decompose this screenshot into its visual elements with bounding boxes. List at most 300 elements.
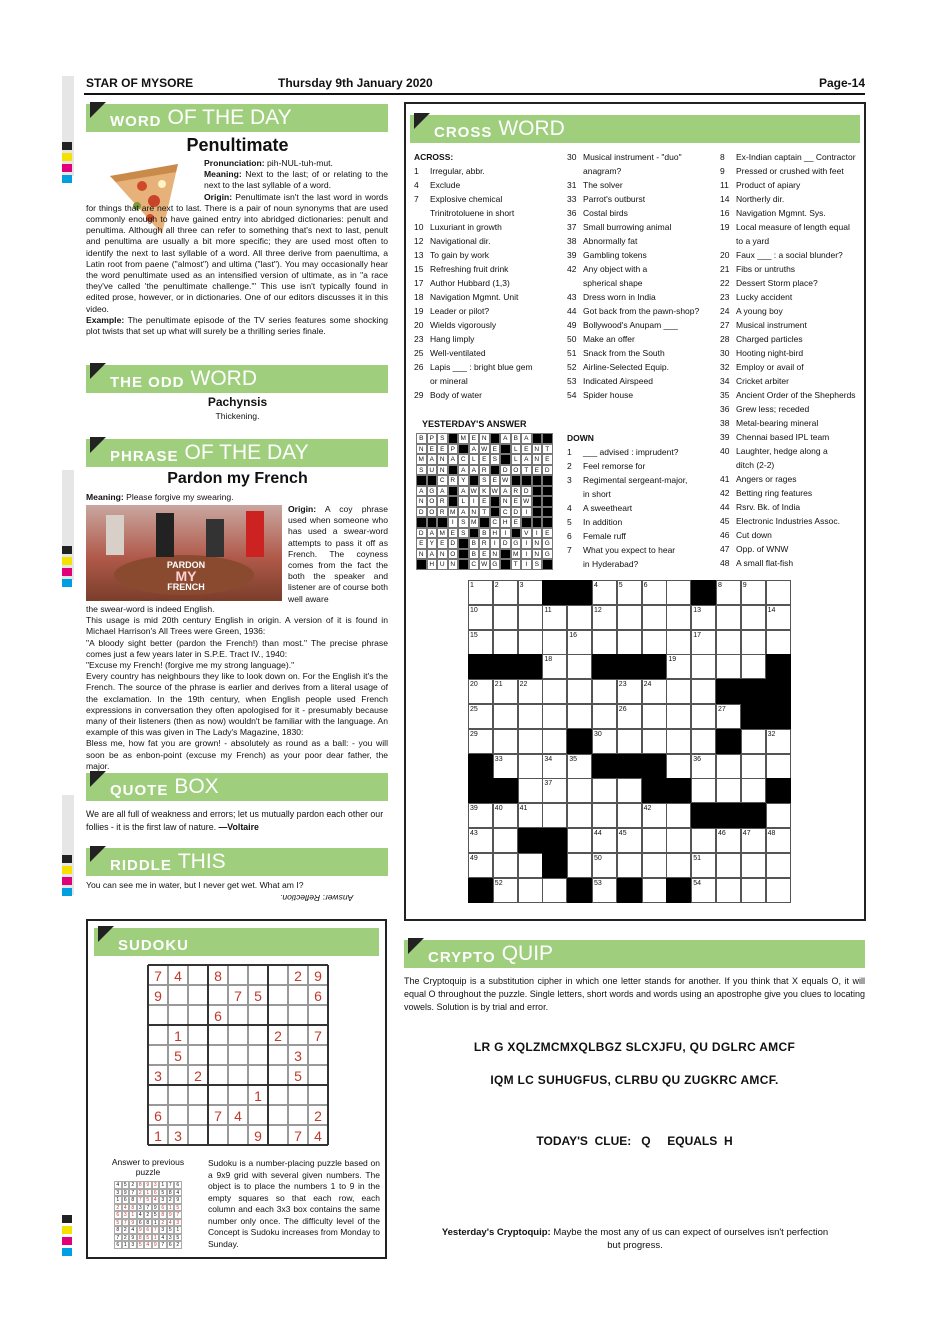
sudoku-cell[interactable]: 5: [248, 985, 268, 1005]
crossword-cell[interactable]: [741, 853, 766, 878]
sudoku-answer-cell: 1: [159, 1181, 167, 1189]
crossword-cell[interactable]: [691, 828, 716, 853]
sudoku-cell[interactable]: [188, 1025, 208, 1045]
crossword-cell[interactable]: [617, 630, 642, 655]
clue-row: [720, 556, 865, 570]
crossword-cell[interactable]: [542, 878, 567, 903]
yesterday-answer-cell: A: [458, 465, 469, 476]
crossword-cell[interactable]: [766, 580, 791, 605]
crossword-cell[interactable]: [666, 853, 691, 878]
sudoku-cell[interactable]: 2: [188, 1065, 208, 1085]
clue-number: 33: [567, 194, 577, 204]
crossword-cell[interactable]: [642, 605, 667, 630]
crossword-cell[interactable]: 10: [468, 605, 493, 630]
sudoku-cell[interactable]: [268, 1105, 288, 1125]
crossword-cell[interactable]: [691, 704, 716, 729]
yesterday-answer-cell: P: [448, 444, 459, 455]
clue-text: Author Hubbard (1,3): [430, 278, 510, 288]
crossword-cell[interactable]: [642, 729, 667, 754]
sudoku-cell[interactable]: [188, 1105, 208, 1125]
sudoku-cell[interactable]: [168, 1085, 188, 1105]
yesterday-answer-cell: M: [469, 517, 480, 528]
crossword-cell[interactable]: [518, 778, 543, 803]
crossword-cell[interactable]: 49: [468, 853, 493, 878]
yesterday-answer-cell: N: [437, 454, 448, 465]
crossword-cell[interactable]: [642, 878, 667, 903]
crossword-cell[interactable]: [592, 778, 617, 803]
clue-row: [567, 164, 717, 178]
sudoku-cell[interactable]: [228, 1045, 248, 1065]
crossword-cell[interactable]: 44: [592, 828, 617, 853]
crossword-cell[interactable]: [542, 704, 567, 729]
crossword-cell[interactable]: 23: [617, 679, 642, 704]
crossword-cell[interactable]: 22: [518, 679, 543, 704]
down-label: DOWN: [567, 433, 594, 443]
sudoku-answer-cell: 1: [152, 1219, 160, 1227]
crossword-cell[interactable]: [567, 605, 592, 630]
crossword-cell[interactable]: [493, 828, 518, 853]
crossword-cell[interactable]: [617, 729, 642, 754]
crossword-cell[interactable]: [518, 630, 543, 655]
sudoku-cell[interactable]: [208, 1125, 228, 1145]
crossword-cell[interactable]: 5: [617, 580, 642, 605]
crossword-cell[interactable]: [542, 729, 567, 754]
yesterday-answer-cell: A: [427, 549, 438, 560]
sudoku-cell[interactable]: 8: [208, 965, 228, 985]
crossword-cell[interactable]: [716, 605, 741, 630]
sudoku-cell[interactable]: [228, 1005, 248, 1025]
crossword-cell[interactable]: [592, 704, 617, 729]
clue-number: 25: [414, 348, 424, 358]
sudoku-cell[interactable]: 1: [248, 1085, 268, 1105]
sudoku-cell[interactable]: [308, 1005, 328, 1025]
sudoku-cell[interactable]: [288, 985, 308, 1005]
sudoku-cell[interactable]: 1: [168, 1025, 188, 1045]
clue-text: or mineral: [430, 376, 468, 386]
sudoku-cell[interactable]: [208, 1025, 228, 1045]
crossword-cell[interactable]: 45: [617, 828, 642, 853]
yesterday-answer-cell: M: [437, 528, 448, 539]
crossword-cell[interactable]: [617, 853, 642, 878]
yesterday-answer-cell: I: [500, 528, 511, 539]
crossword-block: [691, 580, 716, 605]
sudoku-cell[interactable]: 2: [268, 1025, 288, 1045]
sudoku-cell[interactable]: 5: [168, 1045, 188, 1065]
sudoku-answer-cell: 2: [129, 1181, 137, 1189]
crossword-cell[interactable]: [741, 630, 766, 655]
sudoku-cell[interactable]: [168, 1005, 188, 1025]
clue-number: 36: [567, 208, 577, 218]
sudoku-cell[interactable]: [208, 1045, 228, 1065]
crossword-cell[interactable]: 48: [766, 828, 791, 853]
sudoku-cell[interactable]: [268, 1005, 288, 1025]
sudoku-cell[interactable]: [248, 1025, 268, 1045]
sudoku-cell[interactable]: [268, 985, 288, 1005]
sudoku-cell[interactable]: 3: [288, 1045, 308, 1065]
crossword-cell[interactable]: 13: [691, 605, 716, 630]
crossword-cell[interactable]: 39: [468, 803, 493, 828]
sudoku-box-line: [147, 965, 149, 1145]
yesterday-answer-cell: E: [427, 444, 438, 455]
sudoku-cell[interactable]: [168, 1105, 188, 1125]
crossword-cell[interactable]: [691, 654, 716, 679]
crossword-cell[interactable]: 37: [542, 778, 567, 803]
word-of-day-text: Pronunciation: pih-NUL-tuh-mut. Meaning: Next to the last; of or relating to the next to the last syllable of a word. Origin: Penultimate isn't the last word in words for things that are next to last. There is a pair of noun synonyms that are used commonly enough to have gained entry into abridged dictionaries: penult and penultima. Although all three can refer to something that's next to last, penult and penultima are usually a bit more specific; they are used most often to identify the next to last syllable of a word. All three derive from paenultima, a Latin root from paene ("almost") and ultima ("last"). You may occasionally hear the word penultimate used as an intensified version of ultimate, as in "a race they've called 'the penultimate challenge.'" This use isn't typically found in edited prose, however, or in dictionaries. One of our editors discusses it in this video. Example: The penultimate episode of the TV series features some shocking plot twists that set up what will surely be a thrilling series finale.: [86, 158, 388, 337]
crossword-cell[interactable]: [493, 729, 518, 754]
yesterday-answer-cell: O: [448, 549, 459, 560]
crossword-cell[interactable]: 2: [493, 580, 518, 605]
crossword-cell[interactable]: [642, 828, 667, 853]
crossword-cell[interactable]: 35: [567, 754, 592, 779]
yesterday-answer-cell: [542, 496, 553, 507]
sudoku-cell[interactable]: 3: [148, 1065, 168, 1085]
crossword-cell[interactable]: 25: [468, 704, 493, 729]
crossword-cell[interactable]: [766, 803, 791, 828]
crossword-cell[interactable]: [741, 729, 766, 754]
sudoku-cell[interactable]: [248, 1005, 268, 1025]
sudoku-cell[interactable]: [228, 1025, 248, 1045]
crossword-cell[interactable]: [518, 605, 543, 630]
crossword-cell[interactable]: [741, 754, 766, 779]
sudoku-cell[interactable]: [228, 1065, 248, 1085]
crossword-cell[interactable]: [567, 704, 592, 729]
crossword-cell[interactable]: 16: [567, 630, 592, 655]
yesterday-answer-cell: W: [500, 475, 511, 486]
sudoku-cell[interactable]: [148, 1005, 168, 1025]
crossword-cell[interactable]: 20: [468, 679, 493, 704]
sudoku-answer-cell: 5: [174, 1234, 182, 1242]
crossword-cell[interactable]: 4: [592, 580, 617, 605]
sudoku-answer-cell: 1: [167, 1204, 175, 1212]
crossword-cell[interactable]: [542, 630, 567, 655]
yesterday-answer-cell: B: [416, 433, 427, 444]
crossword-cell[interactable]: [493, 605, 518, 630]
sudoku-cell[interactable]: [248, 965, 268, 985]
crossword-cell[interactable]: [666, 828, 691, 853]
clue-number: [567, 557, 583, 571]
crossword-cell[interactable]: 9: [741, 580, 766, 605]
crossword-cell[interactable]: [741, 605, 766, 630]
sudoku-cell[interactable]: [228, 1125, 248, 1145]
crossword-cell[interactable]: [617, 803, 642, 828]
crossword-cell[interactable]: [666, 630, 691, 655]
clue-row: [567, 557, 717, 571]
crossword-cell[interactable]: [518, 853, 543, 878]
crossword-cell[interactable]: [666, 803, 691, 828]
quote-text: We are all full of weakness and errors; let us mutually pardon each other our follies - it is the first law of nature. —Voltaire: [86, 809, 384, 832]
sudoku-cell[interactable]: 7: [208, 1105, 228, 1125]
crossword-cell[interactable]: 24: [642, 679, 667, 704]
crossword-cell[interactable]: 18: [542, 654, 567, 679]
crossword-cell[interactable]: 50: [592, 853, 617, 878]
sudoku-cell[interactable]: [308, 1065, 328, 1085]
sudoku-cell[interactable]: 6: [208, 1005, 228, 1025]
yesterday-answer-cell: N: [532, 444, 543, 455]
yesterday-answer-cell: E: [511, 517, 522, 528]
crossword-cell[interactable]: [567, 654, 592, 679]
sudoku-cell[interactable]: [148, 1025, 168, 1045]
crossword-cell[interactable]: [666, 754, 691, 779]
crossword-cell[interactable]: 27: [716, 704, 741, 729]
clue-number: 5: [567, 517, 572, 527]
sudoku-cell[interactable]: [248, 1105, 268, 1125]
crossword-cell[interactable]: [766, 878, 791, 903]
sudoku-cell[interactable]: [268, 965, 288, 985]
sudoku-cell[interactable]: [248, 1065, 268, 1085]
crossword-cell[interactable]: 32: [766, 729, 791, 754]
crossword-cell[interactable]: [617, 778, 642, 803]
sudoku-cell[interactable]: 4: [228, 1105, 248, 1125]
crossword-cell[interactable]: 52: [493, 878, 518, 903]
sudoku-cell[interactable]: [288, 1025, 308, 1045]
clue-text: ditch (2-2): [736, 460, 775, 470]
crossword-cell[interactable]: 14: [766, 605, 791, 630]
crossword-cell[interactable]: 33: [493, 754, 518, 779]
sudoku-cell[interactable]: 4: [168, 965, 188, 985]
crossword-cell[interactable]: 53: [592, 878, 617, 903]
crossword-cell[interactable]: [592, 679, 617, 704]
sudoku-answer-cell: 9: [144, 1181, 152, 1189]
sudoku-box-line: [148, 1084, 328, 1086]
crossword-cell[interactable]: 43: [468, 828, 493, 853]
yesterday-answer-cell: G: [542, 538, 553, 549]
crossword-cell[interactable]: [666, 729, 691, 754]
sudoku-cell[interactable]: [188, 1005, 208, 1025]
crossword-cell[interactable]: 15: [468, 630, 493, 655]
crossword-cell[interactable]: [716, 853, 741, 878]
crossword-cell[interactable]: [691, 679, 716, 704]
crossword-cell[interactable]: 21: [493, 679, 518, 704]
clue-number: 3: [567, 475, 572, 485]
crossword-cell[interactable]: 30: [592, 729, 617, 754]
yesterday-answer-cell: R: [437, 496, 448, 507]
sudoku-cell[interactable]: 5: [288, 1065, 308, 1085]
yesterday-answer-cell: B: [479, 528, 490, 539]
crossword-cell[interactable]: 29: [468, 729, 493, 754]
crossword-cell[interactable]: 47: [741, 828, 766, 853]
clue-row: [720, 458, 865, 472]
crossword-cell[interactable]: [493, 704, 518, 729]
crossword-cell[interactable]: [518, 878, 543, 903]
crossword-cell[interactable]: 3: [518, 580, 543, 605]
crossword-cell[interactable]: [766, 853, 791, 878]
sudoku-cell[interactable]: 7: [228, 985, 248, 1005]
crossword-cell[interactable]: 36: [691, 754, 716, 779]
sudoku-cell[interactable]: [268, 1045, 288, 1065]
crossword-cell[interactable]: [542, 803, 567, 828]
crossword-cell[interactable]: 46: [716, 828, 741, 853]
sudoku-cell[interactable]: [188, 1085, 208, 1105]
sudoku-answer-cell: 6: [144, 1226, 152, 1234]
clue-text: A young boy: [736, 306, 783, 316]
clue-number: [567, 164, 583, 178]
crossword-cell[interactable]: [592, 630, 617, 655]
yesterday-answer-cell: [479, 517, 490, 528]
sudoku-cell[interactable]: [268, 1125, 288, 1145]
crossword-cell[interactable]: 34: [542, 754, 567, 779]
crossword-cell[interactable]: [567, 679, 592, 704]
sudoku-band: SUDOKU: [94, 928, 379, 956]
sudoku-cell[interactable]: 7: [148, 965, 168, 985]
sudoku-cell[interactable]: [188, 985, 208, 1005]
crossword-cell[interactable]: [493, 630, 518, 655]
crossword-block: [468, 778, 493, 803]
crossword-cell[interactable]: [617, 605, 642, 630]
crossword-cell[interactable]: [642, 630, 667, 655]
crossword-cell[interactable]: 1: [468, 580, 493, 605]
clue-text: Northerly dir.: [736, 194, 785, 204]
sudoku-cell[interactable]: 6: [148, 1105, 168, 1125]
sudoku-cell[interactable]: [188, 965, 208, 985]
sudoku-cell[interactable]: [268, 1085, 288, 1105]
crossword-cell[interactable]: [493, 853, 518, 878]
sudoku-cell[interactable]: [228, 965, 248, 985]
yesterday-answer-cell: [448, 496, 459, 507]
crossword-cell[interactable]: [518, 754, 543, 779]
crossword-block: [493, 654, 518, 679]
sudoku-cell[interactable]: [168, 1065, 188, 1085]
yesterday-answer-cell: A: [458, 486, 469, 497]
sudoku-cell[interactable]: [248, 1045, 268, 1065]
yesterday-answer-cell: A: [469, 465, 480, 476]
sudoku-cell[interactable]: 4: [308, 1125, 328, 1145]
clue-row: [414, 290, 564, 304]
yesterday-answer-cell: E: [479, 454, 490, 465]
sudoku-cell[interactable]: 3: [168, 1125, 188, 1145]
clue-text: Hooting night-bird: [736, 348, 804, 358]
crossword-cell[interactable]: [567, 778, 592, 803]
crossword-cell[interactable]: 42: [642, 803, 667, 828]
crossword-cell[interactable]: 26: [617, 704, 642, 729]
clue-number: 52: [567, 362, 577, 372]
sudoku-cell[interactable]: [168, 985, 188, 1005]
crossword-cell[interactable]: 51: [691, 853, 716, 878]
sudoku-answer-cell: 8: [167, 1189, 175, 1197]
crossword-block: [691, 803, 716, 828]
sudoku-answer-cell: 8: [144, 1219, 152, 1227]
phrase-continued: the swear-word is indeed English. This usage is mid 20th century English in origin. A version of it is found in Michael Harrison's All Trees were Green, 1936: "A bloody sight better (pardon the French!) than most." The precise phrase comes just a few years later in S.P.E. Tract IV., 1940: "Excuse my French! (forgive me my strong language)." Every country has neighbours they like to look down on. For the English it's the French. The source of the phrase is earlier and derives from a literal usage of the exclamation. In the 19th century, when English people used French expressions in conversation they often apologised for it - presumably because many of their listeners (then as now) wouldn't be familiar with the language. An example of this was given in The Lady's Magazine, 1830: Bless me, how fat you are grown! - absolutely as round as a ball: - you will soon be as enbon-point (excuse my French) as your poor dear father, the major.: [86, 604, 388, 771]
odd-word-title: Pachynsis: [207, 395, 268, 409]
crossword-cell[interactable]: 19: [666, 654, 691, 679]
yesterday-answer-cell: [448, 433, 459, 444]
crossword-cell[interactable]: 12: [592, 605, 617, 630]
crossword-cell[interactable]: [518, 729, 543, 754]
clue-text: What you expect to hear: [583, 545, 676, 555]
sudoku-cell[interactable]: 7: [288, 1125, 308, 1145]
sudoku-cell[interactable]: [148, 1085, 168, 1105]
crossword-cell[interactable]: 6: [642, 580, 667, 605]
crossword-cell[interactable]: [642, 704, 667, 729]
crossword-cell[interactable]: [766, 630, 791, 655]
crossword-cell[interactable]: [567, 803, 592, 828]
crossword-cell[interactable]: [691, 778, 716, 803]
sudoku-cell[interactable]: [288, 1105, 308, 1125]
yesterday-answer-cell: A: [427, 528, 438, 539]
sudoku-cell[interactable]: 7: [308, 1025, 328, 1045]
yesterday-answer-cell: D: [542, 465, 553, 476]
crossword-cell[interactable]: [567, 853, 592, 878]
crossword-cell[interactable]: [716, 654, 741, 679]
sudoku-cell[interactable]: 6: [308, 985, 328, 1005]
sudoku-cell[interactable]: [208, 1065, 228, 1085]
crossword-cell[interactable]: [691, 729, 716, 754]
crossword-cell[interactable]: [716, 754, 741, 779]
sudoku-answer-grid: [114, 1181, 182, 1249]
clue-text: Product of apiary: [736, 180, 801, 190]
riddle-band: RIDDLE THIS: [86, 848, 388, 876]
sudoku-cell[interactable]: 2: [308, 1105, 328, 1125]
crossword-cell[interactable]: [642, 853, 667, 878]
sudoku-cell[interactable]: 9: [248, 1125, 268, 1145]
crossword-cell[interactable]: 40: [493, 803, 518, 828]
phrase-band: PHRASE OF THE DAY: [86, 439, 388, 467]
sudoku-cell[interactable]: [148, 1045, 168, 1065]
crossword-cell[interactable]: [666, 704, 691, 729]
crossword-cell[interactable]: 8: [716, 580, 741, 605]
crossword-cell[interactable]: [716, 778, 741, 803]
clue-row: [720, 360, 865, 374]
crossword-cell[interactable]: [716, 630, 741, 655]
crossword-cell[interactable]: [741, 878, 766, 903]
odd-word-band: THE ODD WORD: [86, 365, 388, 393]
sudoku-cell[interactable]: 1: [148, 1125, 168, 1145]
crossword-cell[interactable]: [518, 704, 543, 729]
yesterday-answer-cell: E: [479, 549, 490, 560]
crossword-cell[interactable]: [567, 828, 592, 853]
sudoku-cell[interactable]: 9: [308, 965, 328, 985]
clue-text: Feel remorse for: [583, 461, 646, 471]
sudoku-cell[interactable]: [308, 1085, 328, 1105]
sudoku-cell[interactable]: 9: [148, 985, 168, 1005]
sudoku-cell[interactable]: [288, 1005, 308, 1025]
clue-number: 4: [567, 503, 572, 513]
crossword-cell[interactable]: [666, 605, 691, 630]
clue-row: [414, 346, 564, 360]
sudoku-cell[interactable]: [188, 1125, 208, 1145]
issue-date: Thursday 9th January 2020: [278, 76, 433, 90]
sudoku-cell[interactable]: [208, 1085, 228, 1105]
crossword-cell[interactable]: 17: [691, 630, 716, 655]
crossword-cell[interactable]: [666, 679, 691, 704]
clue-text: ___ advised : imprudent?: [583, 447, 679, 457]
crossword-cell[interactable]: 41: [518, 803, 543, 828]
crossword-cell[interactable]: 11: [542, 605, 567, 630]
sudoku-cell[interactable]: [288, 1085, 308, 1105]
sudoku-cell[interactable]: [268, 1065, 288, 1085]
sudoku-cell[interactable]: [228, 1085, 248, 1105]
yesterday-answer-cell: I: [469, 496, 480, 507]
crossword-cell[interactable]: [592, 803, 617, 828]
across-label: ACROSS:: [414, 152, 454, 162]
sudoku-cell[interactable]: [308, 1045, 328, 1065]
yesterday-answer-cell: [416, 475, 427, 486]
riddle-answer: Answer: Reflection.: [280, 893, 354, 903]
crossword-cell[interactable]: [766, 754, 791, 779]
crossword-cell[interactable]: 54: [691, 878, 716, 903]
sudoku-cell[interactable]: 2: [288, 965, 308, 985]
crossword-cell[interactable]: [542, 679, 567, 704]
sudoku-answer-cell: 5: [144, 1196, 152, 1204]
sudoku-answer-cell: 1: [152, 1234, 160, 1242]
sudoku-answer-cell: 9: [137, 1226, 145, 1234]
sudoku-cell[interactable]: [208, 985, 228, 1005]
crossword-cell[interactable]: [741, 654, 766, 679]
crossword-cell[interactable]: [741, 778, 766, 803]
crossword-cell[interactable]: [716, 878, 741, 903]
crossword-block: [468, 754, 493, 779]
sudoku-cell[interactable]: [188, 1045, 208, 1065]
crossword-cell[interactable]: [666, 580, 691, 605]
